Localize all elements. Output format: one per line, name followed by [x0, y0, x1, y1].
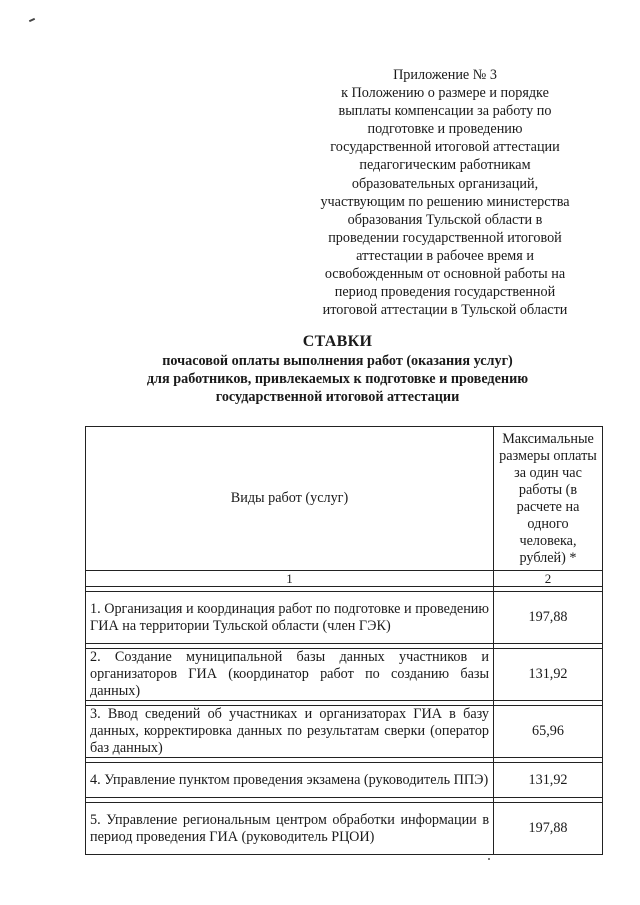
document-subtitle-line: почасовой оплаты выполнения работ (оказания услуг) [162, 353, 513, 369]
document-title: СТАВКИ [302, 333, 373, 350]
column-number-row [86, 571, 603, 587]
document-subtitle-line: для работников, привлекаемых к подготовке и проведению [146, 371, 529, 387]
table-header-row [86, 427, 603, 571]
work-type-cell: 3. Ввод сведений об участниках и организаторах ГИА в базу данных, корректировка данных по результатам сверки (оператор баз данных) [86, 706, 494, 758]
appendix-note [300, 66, 590, 319]
table-row [86, 763, 603, 798]
appendix-line: участвующим по решению министерства [320, 193, 570, 210]
document-heading [60, 332, 615, 406]
appendix-line: образования Тульской области в [347, 211, 543, 228]
scan-dot [488, 858, 490, 860]
rate-cell: 197,88 [494, 803, 603, 855]
rate-cell: 65,96 [494, 706, 603, 758]
appendix-line: к Положению о размере и порядке [341, 85, 549, 102]
column-number-1: 1 [86, 571, 494, 587]
appendix-line: педагогическим работникам [359, 157, 531, 174]
table-row [86, 592, 603, 644]
table-row [86, 649, 603, 701]
appendix-line: Приложение № 3 [393, 67, 497, 83]
document-subtitle-line: государственной итоговой аттестации [215, 389, 460, 405]
rate-cell: 197,88 [494, 592, 603, 644]
appendix-line: период проведения государственной [334, 284, 556, 301]
work-type-cell: 2. Создание муниципальной базы данных участников и организаторов ГИА (координатор работ по созданию базы данных) [86, 649, 494, 701]
appendix-line: подготовке и проведению [367, 121, 523, 138]
table-row [86, 706, 603, 758]
work-type-cell: 4. Управление пунктом проведения экзамена (руководитель ППЭ) [86, 763, 494, 798]
rates-table [85, 426, 603, 855]
column-number-2: 2 [494, 571, 603, 587]
header-work-types: Виды работ (услуг) [86, 427, 494, 571]
appendix-line: проведении государственной итоговой [328, 229, 562, 246]
appendix-line: государственной итоговой аттестации [330, 139, 560, 156]
header-max-rate: Максимальные размеры оплаты за один час работы (в расчете на одного человека, рублей) * [494, 427, 603, 571]
table-row [86, 803, 603, 855]
work-type-cell: 5. Управление региональным центром обработки информации в период проведения ГИА (руководитель РЦОИ) [86, 803, 494, 855]
scan-mark [29, 18, 35, 22]
appendix-line: аттестации в рабочее время и [356, 247, 534, 264]
rate-cell: 131,92 [494, 763, 603, 798]
appendix-line: образовательных организаций, [351, 175, 539, 192]
work-type-cell: 1. Организация и координация работ по подготовке и проведению ГИА на территории Тульской области (член ГЭК) [86, 592, 494, 644]
rate-cell: 131,92 [494, 649, 603, 701]
appendix-line: итоговой аттестации в Тульской области [322, 302, 568, 319]
appendix-line: освобожденным от основной работы на [324, 266, 566, 283]
appendix-line: выплаты компенсации за работу по [338, 103, 552, 120]
